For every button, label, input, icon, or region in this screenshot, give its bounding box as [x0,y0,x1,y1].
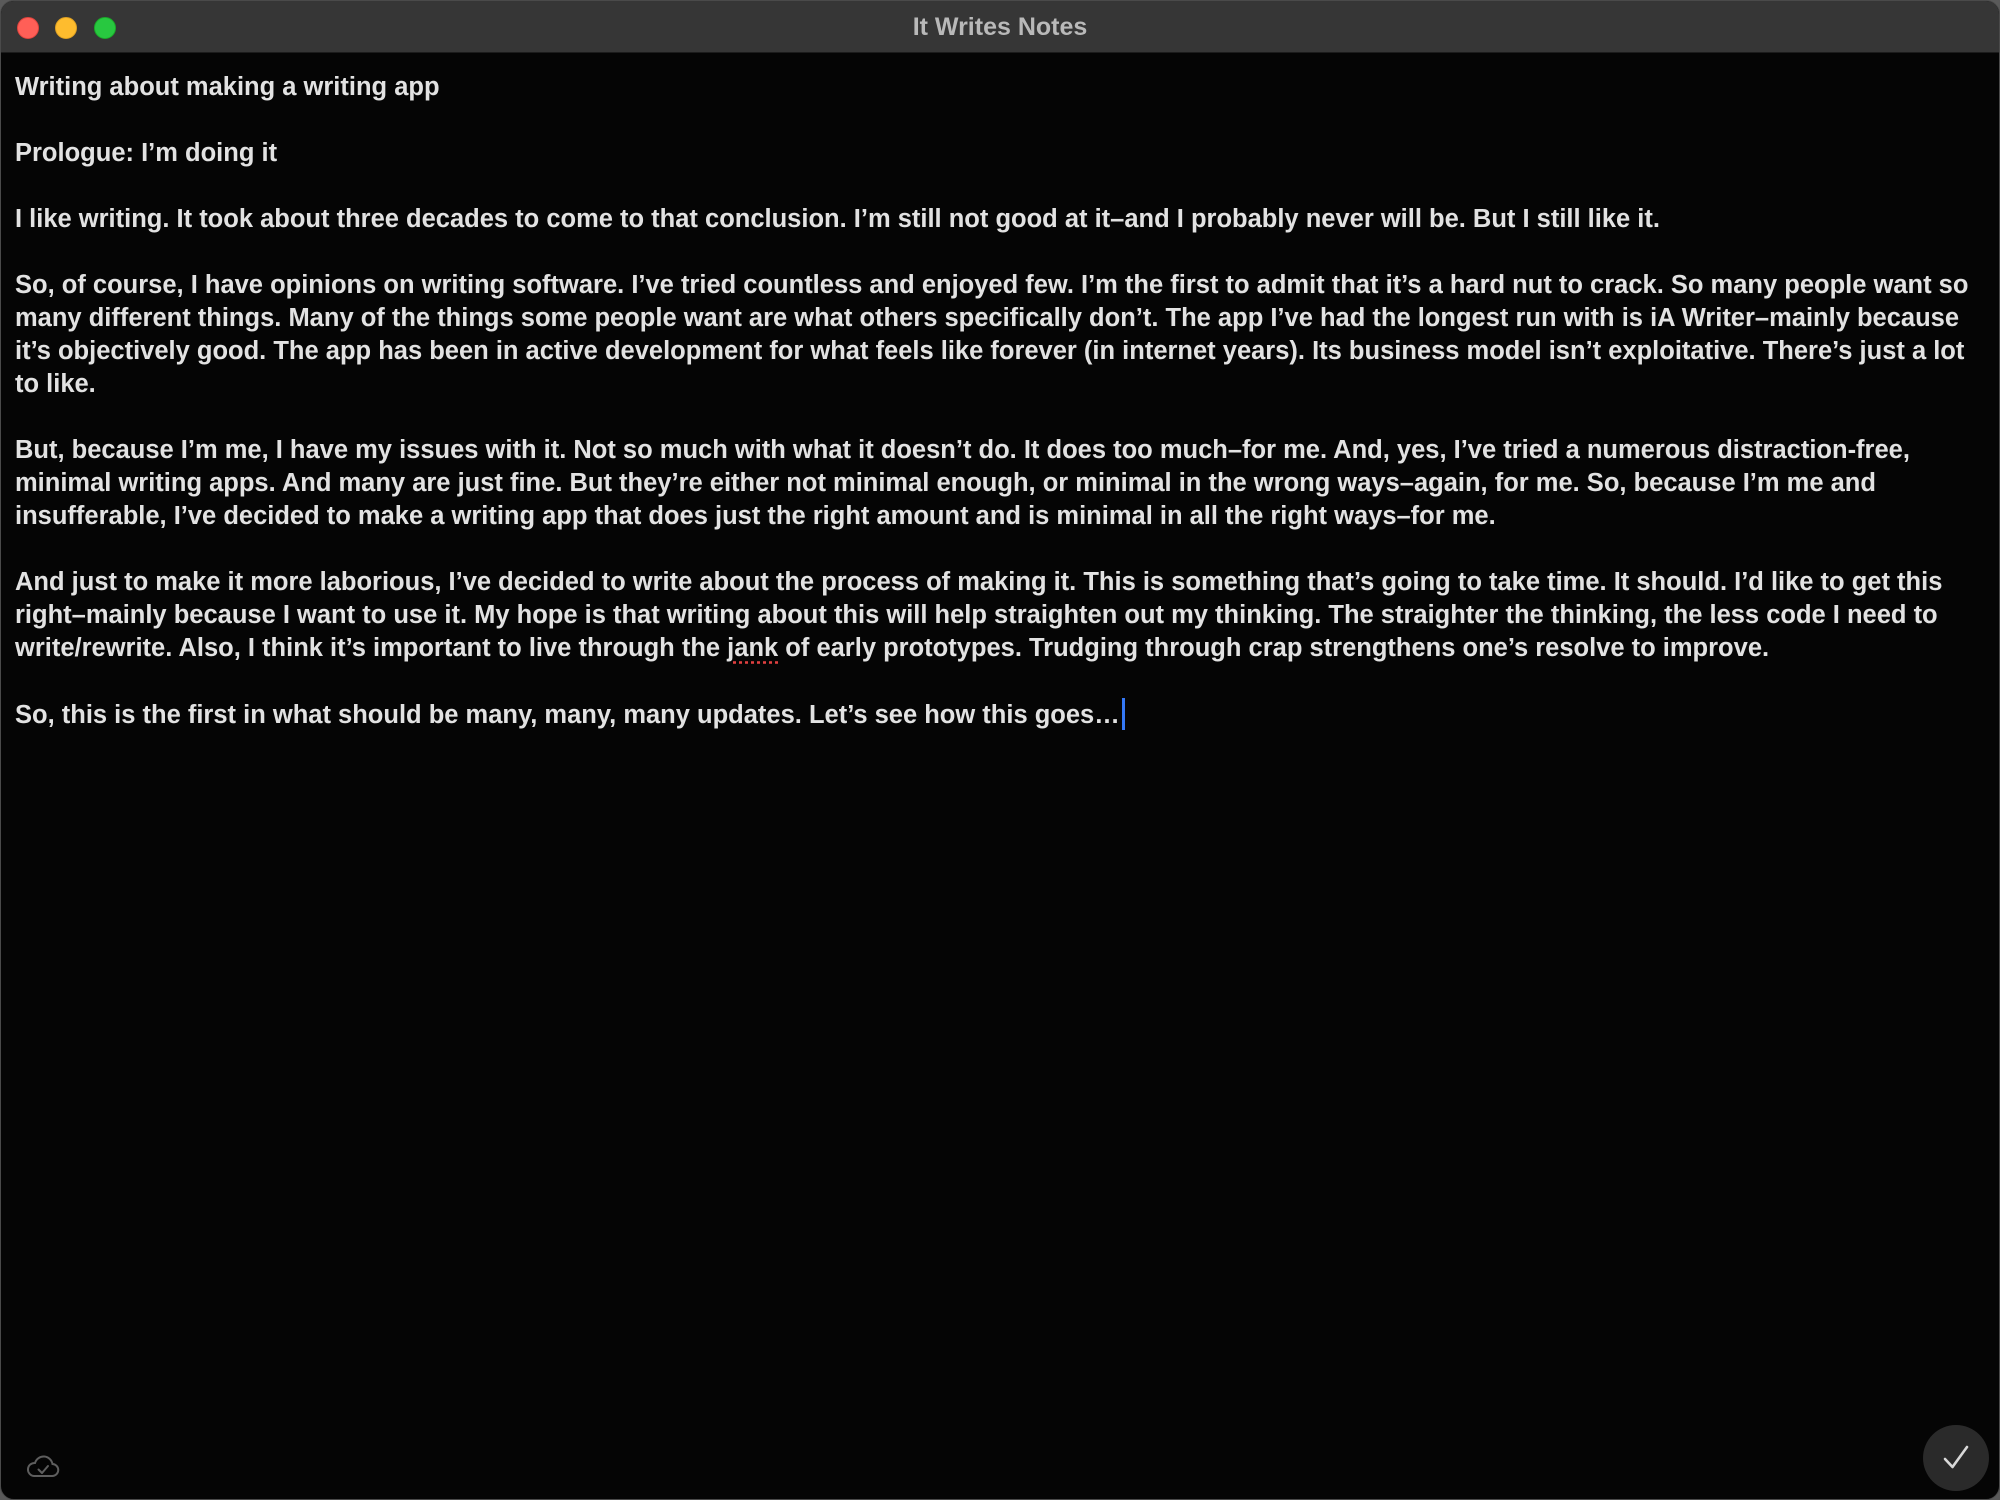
cloud-check-icon [25,1453,61,1481]
text-editor[interactable] [15,71,1975,765]
done-button[interactable] [1923,1425,1989,1491]
title-bar[interactable] [1,1,1999,53]
paragraph: So, of course, I have opinions on writing software. I’ve tried countless and enjoyed few. I’m the first to admit that it’s a hard nut to crack. So many people want so many different things. Many of the things some people want are what others specifically don’t. The app I’ve had the longest run with is iA Writer–mainly because it’s objectively good. The app has been in active development for what feels like forever (in internet years). Its business model isn’t exploitative. There’s just a lot to like. [15,271,1969,398]
misspelled-word[interactable]: jank [727,634,779,662]
text-caret [1122,698,1125,730]
paragraph-text: And just to make it more laborious, I’ve decided to write about the process of making it. This is something that’s going to take time. It should. I’d like to get this right–mainly because I want to use it. My hope is that writing about this will help straighten out my thinking. The straighter the thinking, the less code I need to write/rewrite. Also, I think it’s important to live through the [15,568,1943,662]
section-heading: Prologue: I’m doing it [15,139,278,167]
document-heading: Writing about making a writing app [15,73,440,101]
checkmark-icon [1939,1441,1973,1475]
window-title: It Writes Notes [912,13,1088,41]
paragraph [15,698,1975,732]
last-paragraph-text: So, this is the first in what should be many, many, many updates. Let’s see how this goes… [15,701,1120,729]
paragraph-text: of early prototypes. Trudging through crap strengthens one’s resolve to improve. [778,634,1770,662]
paragraph: But, because I’m me, I have my issues with it. Not so much with what it doesn’t do. It does too much–for me. And, yes, I’ve tried a numerous distraction-free, minimal writing apps. And many are just fine. But they’re either not minimal enough, or minimal in the wrong ways–again, for me. So, because I’m me and insufferable, I’ve decided to make a writing app that does just the right amount and is minimal in all the right ways–for me. [15,436,1910,530]
paragraph: I like writing. It took about three decades to come to that conclusion. I’m still not good at it–and I probably never will be. But I still like it. [15,205,1660,233]
paragraph [15,566,1975,665]
